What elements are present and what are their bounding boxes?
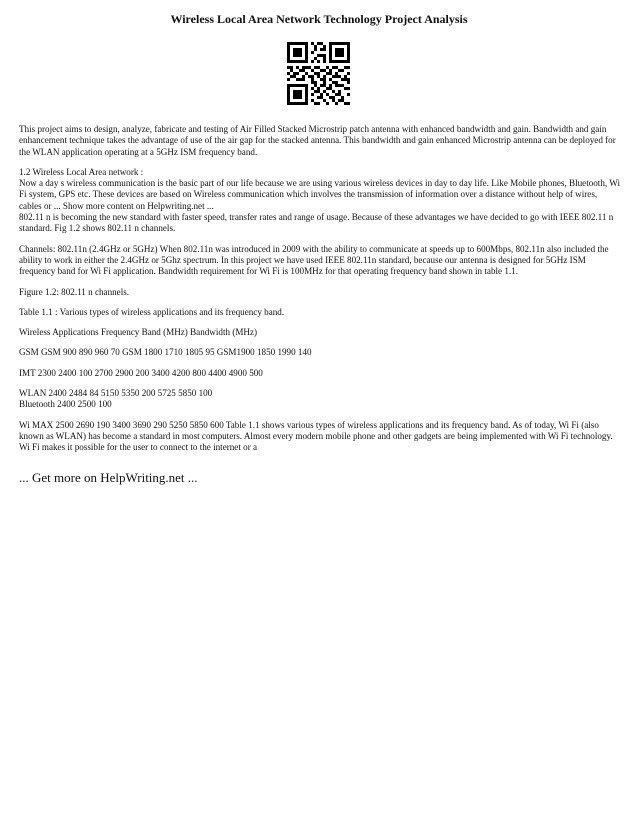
table-row-bluetooth: Bluetooth 2400 2500 100 [19,399,112,410]
paragraph-text: 802.11 n is becoming the new standard with faster speed, transfer rates and range of usage. Because of these advantages we have decided to go with IEEE 802.11 n standard. Fig 1.2 shows 802.11 n channels. [19,212,614,234]
qr-code-icon [287,42,350,105]
paragraph-intro: This project aims to design, analyze, fabricate and testing of Air Filled Stacked Microstrip patch antenna with enhanced bandwidth and gain. Bandwidth and gain enhancement technique takes the advantage of use of the air gap for the stacked antenna. This bandwidth and gain enhanced Microstrip antenna can be deployed for the WLAN application operating at a 5GHz ISM frequency band. [19,124,616,157]
get-more-link[interactable]: ... Get more on HelpWriting.net ... [19,470,198,485]
table-row-text: GSM GSM 900 890 960 70 GSM 1800 1710 1805 95 GSM1900 1850 1990 140 [19,347,312,358]
table-header-text: Wireless Applications Frequency Band (MHz) Bandwidth (MHz) [19,327,258,338]
section-heading: 1.2 Wireless Local Area network : [19,166,144,177]
paragraph-wimax: Wi MAX 2500 2690 190 3400 3690 290 5250 5850 600 Table 1.1 shows various types of wireless applications and its frequency band. As of today, Wi Fi (also known as WLAN) has become a standard in most computers. Almost every modern mobile phone and other gadgets are being implemented with Wi Fi technology. Wi Fi makes it possible for the user to connect to the internet or a [19,419,613,453]
paragraph-wlan [19,167,622,235]
paragraph-text: Now a day s wireless communication is the basic part of our life because we are using various wireless devices in day to day life. Like Mobile phones, Bluetooth, Wi Fi system, GPS etc. These devices are based on Wireless communication which involves the transmission of information over a distance without help of wires, cables or ... Show more content on Helpwriting.net ... [19,178,621,211]
figure-caption: Figure 1.2: 802.11 n channels. [19,286,130,297]
paragraph-channels: Channels: 802.11n (2.4GHz or 5GHz) When 802.11n was introduced in 2009 with the ability to communicate at speeds up to 600Mbps, 802.11n also included the ability to work in either the 2.4GHz or 5Ghz spectrum. In this project we have used IEEE 802.11n standard, because our antenna is designed for 5GHz ISM frequency band for Wi Fi application. Bandwidth requirement for Wi Fi is 100MHz for that operating frequency band shown in table 1.1. [19,243,609,277]
table-row-text: IMT 2300 2400 100 2700 2900 200 3400 4200 800 4400 4900 500 [19,367,263,378]
table-row-text [19,388,622,411]
document-title: Wireless Local Area Network Technology Project Analysis [170,12,468,26]
table-row-wlan: WLAN 2400 2484 84 5150 5350 200 5725 5850 100 [19,388,213,399]
table-caption: Table 1.1 : Various types of wireless applications and its frequency band. [19,306,285,317]
document-body [19,124,622,463]
qr-code-graphic [287,42,350,105]
